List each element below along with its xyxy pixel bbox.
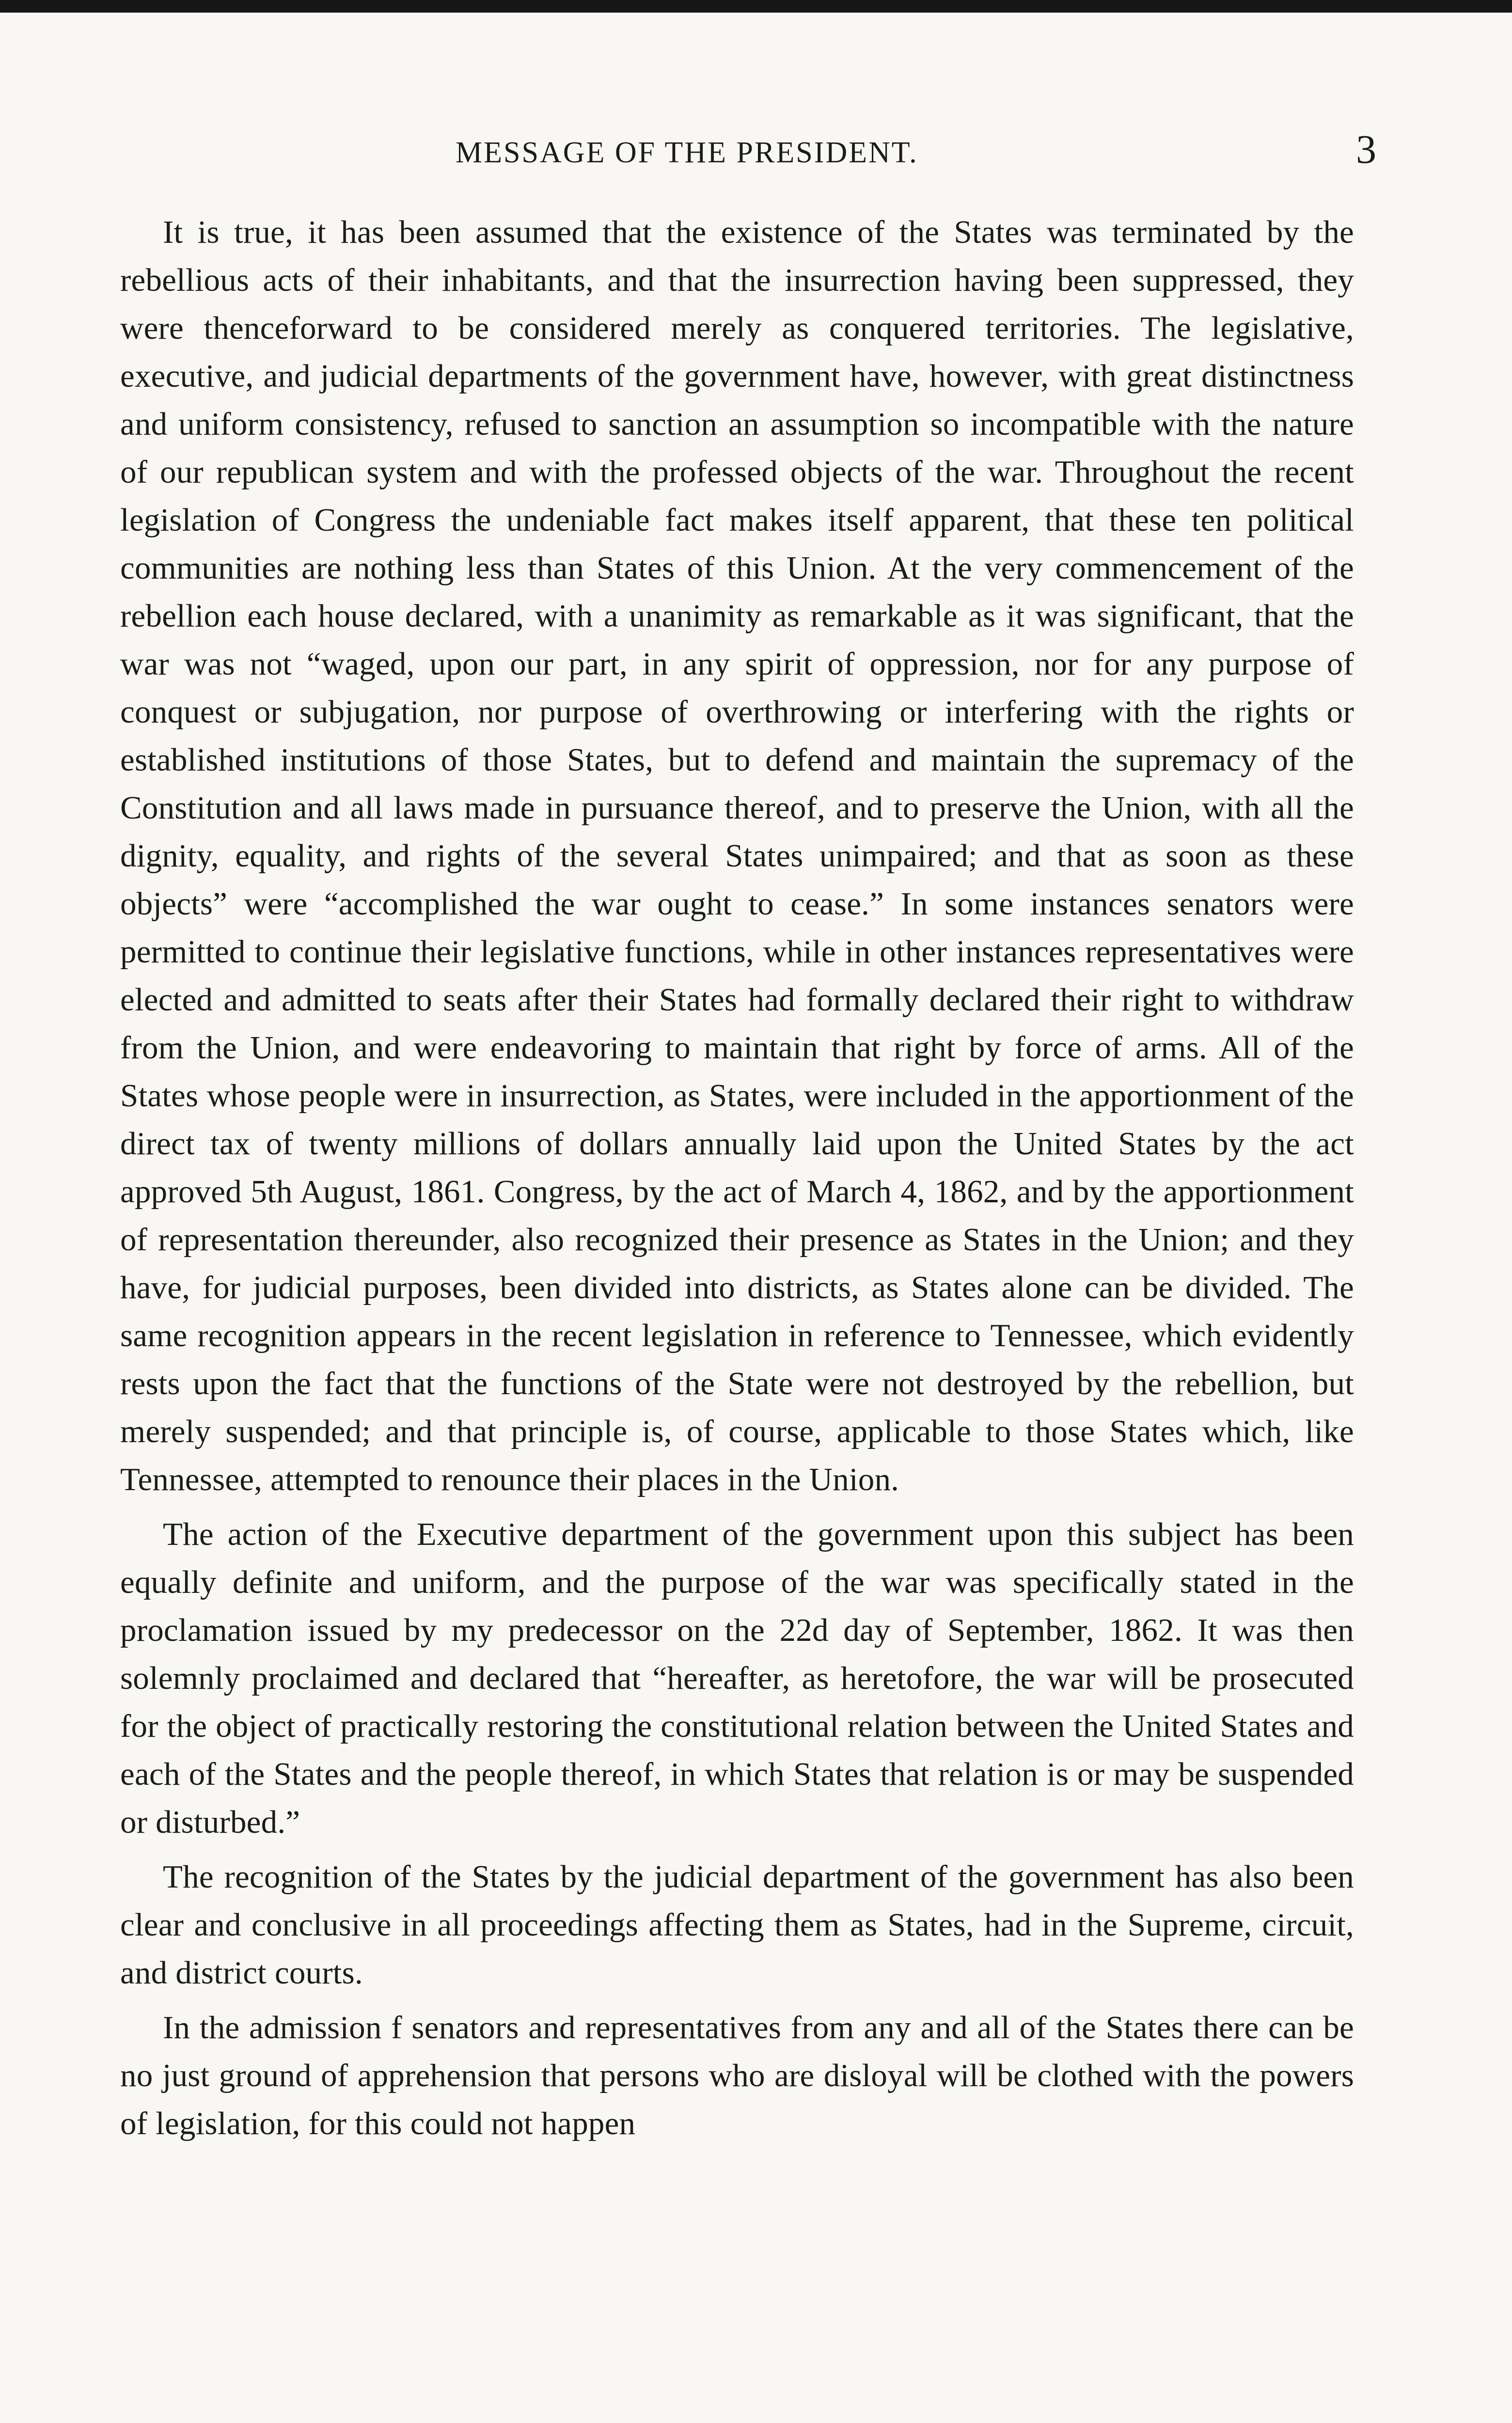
- paragraph-1: It is true, it has been assumed that the existence of the States was terminated by the rebellious acts of their inhabitants, and that the insurrection having been suppressed, they were thenceforward to be considered merely as conquered territories. The legislative, executive, and judicial departments of the government have, however, with great distinctness and uniform consistency, refused to sanction an assumption so incompatible with the nature of our republican system and with the professed objects of the war. Throughout the recent legislation of Congress the undeniable fact makes itself apparent, that these ten political communities are nothing less than States of this Union. At the very commencement of the rebellion each house declared, with a unanimity as remarkable as it was significant, that the war was not “waged, upon our part, in any spirit of oppression, nor for any purpose of conquest or subjugation, nor purpose of overthrowing or interfering with the rights or established institutions of those States, but to defend and maintain the supremacy of the Constitution and all laws made in pursuance thereof, and to preserve the Union, with all the dignity, equality, and rights of the several States unimpaired; and that as soon as these objects” were “accomplished the war ought to cease.” In some instances senators were permitted to continue their legislative functions, while in other instances representatives were elected and admitted to seats after their States had formally declared their right to withdraw from the Union, and were endeavoring to maintain that right by force of arms. All of the States whose people were in insurrection, as States, were included in the apportionment of the direct tax of twenty millions of dollars annually laid upon the United States by the act approved 5th August, 1861. Congress, by the act of March 4, 1862, and by the apportionment of representation thereunder, also recognized their presence as States in the Union; and they have, for judicial purposes, been divided into districts, as States alone can be divided. The same recognition appears in the recent legislation in reference to Tennessee, which evidently rests upon the fact that the functions of the State were not destroyed by the rebellion, but merely suspended; and that principle is, of course, applicable to those States which, like Tennessee, attempted to renounce their places in the Union.: [120, 214, 1354, 1497]
- paragraph-3: The recognition of the States by the judicial department of the government has also been clear and conclusive in all proceedings affecting them as States, had in the Supreme, circuit, and district courts.: [120, 1859, 1354, 1991]
- paragraph-4: In the admission f senators and representatives from any and all of the States there can be no just ground of apprehension that persons who are disloyal will be clothed with the powers of legislation, for this could not happen: [120, 2010, 1354, 2141]
- body-text: [120, 208, 1354, 2148]
- top-border-rule: [0, 0, 1512, 13]
- paragraph-2: The action of the Executive department of the government upon this subject has been equally definite and uniform, and the purpose of the war was specifically stated in the proclamation issued by my predecessor on the 22d day of September, 1862. It was then solemnly proclaimed and declared that “hereafter, as heretofore, the war will be prosecuted for the object of practically restoring the constitutional relation between the United States and each of the States and the people thereof, in which States that relation is or may be suspended or disturbed.”: [120, 1516, 1354, 1840]
- page-number: 3: [1356, 127, 1376, 172]
- running-header: [116, 127, 1396, 174]
- running-title: MESSAGE OF THE PRESIDENT.: [456, 136, 918, 169]
